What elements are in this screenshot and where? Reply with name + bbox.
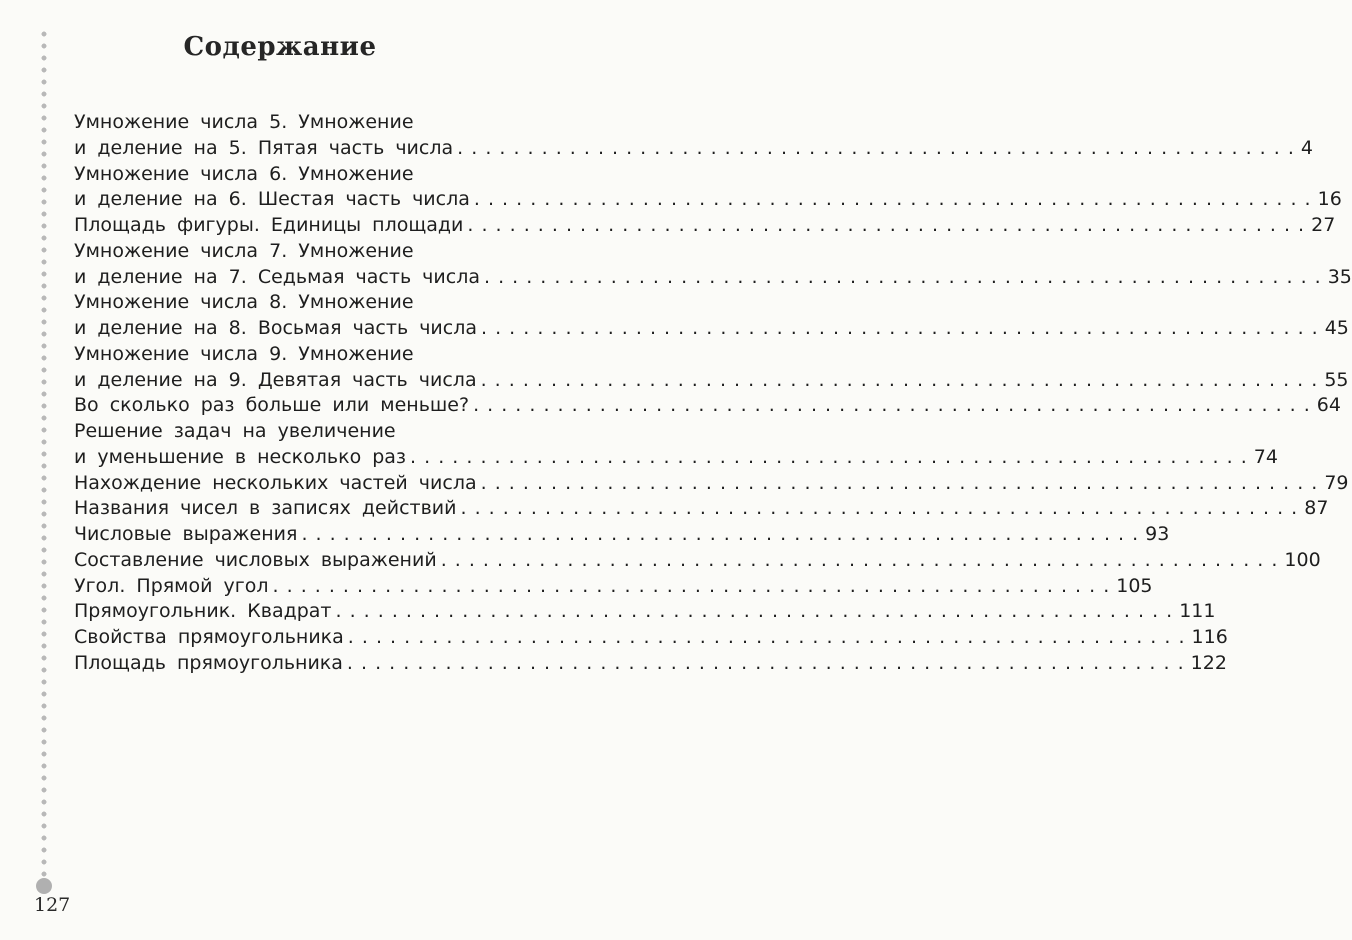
toc-entry-line [74,651,1227,677]
margin-end-dot [36,878,52,894]
toc-entry-title: Площадь фигуры. Единицы площади [74,214,464,236]
toc-entry-title: Свойства прямоугольника [74,626,344,648]
toc-entry-title: Умножение числа 9. Умножение [74,342,414,365]
page-number: 127 [34,894,71,916]
toc-entry-line [74,316,1349,342]
toc-entry-line [74,368,1349,394]
toc-entry-page: 111 [1179,600,1216,623]
toc-entry-line [74,213,1336,239]
toc-entry-title: и деление на 7. Седьмая часть числа [74,265,480,288]
toc-entry-page: 122 [1190,651,1227,674]
toc-entry[interactable] [74,290,1349,342]
toc-entry-title: Числовые выражения [74,523,298,545]
toc-entry-line [74,136,1313,162]
toc-entry[interactable] [74,599,1216,625]
toc-entry-title: и уменьшение в несколько раз [74,445,407,468]
toc-entry-line [74,393,1341,419]
dot-leader: . . . . . . . . . . . . . . . . . . . . . . . . . . . . . . . . . . . . . . . . . . . . . . . . . . . . . . . . . . . . [347,626,1186,648]
dot-leader: . . . . . . . . . . . . . . . . . . . . . . . . . . . . . . . . . . . . . . . . . . . . . . . . . . . . . . . . . . . . [335,600,1174,623]
toc-entry-page: 79 [1324,471,1349,494]
dot-leader: . . . . . . . . . . . . . . . . . . . . . . . . . . . . . . . . . . . . . . . . . . . . . . . . . . . . . . . . . . . . [473,394,1311,417]
toc-entry[interactable] [74,651,1227,677]
toc-entry[interactable] [74,342,1349,394]
toc-entry-title: Решение задач на увеличение [74,420,396,442]
toc-entry-page: 27 [1311,214,1336,236]
margin-dot-column [38,28,50,878]
toc-entry-page: 35 [1327,265,1352,288]
toc-entry-title: и деление на 9. Девятая часть числа [74,368,477,391]
toc-entry-page: 116 [1191,626,1228,648]
toc-entry-line [74,496,1329,522]
toc-entry-line [74,342,596,368]
table-of-contents [74,110,1352,677]
toc-entry-line [74,625,1228,651]
toc-entry[interactable] [74,471,1349,497]
toc-entry-page: 93 [1145,523,1170,545]
toc-entry-page: 74 [1253,445,1278,468]
toc-entry[interactable] [74,496,1329,522]
dot-leader: . . . . . . . . . . . . . . . . . . . . . . . . . . . . . . . . . . . . . . . . . . . . . . . . . . . . . . . . . . . . [480,471,1319,494]
toc-entry-line [74,471,1349,497]
toc-entry-title: Умножение числа 5. Умножение [74,111,414,133]
toc-entry[interactable] [74,625,1228,651]
toc-entry-line [74,574,1153,600]
toc-entry-line [74,290,596,316]
dot-leader: . . . . . . . . . . . . . . . . . . . . . . . . . . . . . . . . . . . . . . . . . . . . . . . . . . . . . . . . . . . . [440,548,1279,571]
page-title: Содержание [183,32,377,62]
toc-entry[interactable] [74,239,1352,291]
toc-entry-page: 4 [1300,136,1313,159]
toc-entry-line [74,522,1170,548]
toc-entry-title: и деление на 8. Восьмая часть числа [74,317,477,339]
dot-leader: . . . . . . . . . . . . . . . . . . . . . . . . . . . . . . . . . . . . . . . . . . . . . . . . . . . . . . . . . . . . [272,574,1111,597]
dot-leader: . . . . . . . . . . . . . . . . . . . . . . . . . . . . . . . . . . . . . . . . . . . . . . . . . . . . . . . . . . . . [483,265,1322,288]
dot-leader: . . . . . . . . . . . . . . . . . . . . . . . . . . . . . . . . . . . . . . . . . . . . . . . . . . . . . . . . . . . . [410,445,1248,468]
dot-leader: . . . . . . . . . . . . . . . . . . . . . . . . . . . . . . . . . . . . . . . . . . . . . . . . . . . . . . . . . . . . [346,651,1185,674]
toc-entry-page: 105 [1116,574,1153,597]
toc-entry-page: 87 [1304,497,1329,520]
toc-entry-title: Угол. Прямой угол [74,574,269,597]
toc-entry[interactable] [74,419,1278,471]
toc-entry[interactable] [74,213,1336,239]
toc-entry-title: Умножение числа 7. Умножение [74,239,414,262]
toc-entry-page: 16 [1317,188,1342,211]
toc-entry[interactable] [74,162,1342,214]
toc-entry-line [74,419,596,445]
toc-entry-line [74,445,1278,471]
toc-entry-title: Площадь прямоугольника [74,651,343,674]
toc-entry[interactable] [74,548,1321,574]
toc-entry-line [74,162,596,188]
toc-entry[interactable] [74,522,1170,548]
toc-entry-page: 55 [1324,368,1349,391]
toc-entry-title: Во сколько раз больше или меньше? [74,394,470,417]
toc-entry-line [74,110,596,136]
toc-entry-line [74,548,1321,574]
dot-leader: . . . . . . . . . . . . . . . . . . . . . . . . . . . . . . . . . . . . . . . . . . . . . . . . . . . . . . . . . . . . [481,317,1319,339]
toc-entry-page: 45 [1324,317,1349,339]
dot-leader: . . . . . . . . . . . . . . . . . . . . . . . . . . . . . . . . . . . . . . . . . . . . . . . . . . . . . . . . . . . . [480,368,1319,391]
toc-entry[interactable] [74,574,1153,600]
toc-entry-title: Умножение числа 8. Умножение [74,291,414,314]
toc-entry-title: и деление на 5. Пятая часть числа [74,136,454,159]
toc-entry-page: 100 [1284,548,1321,571]
dot-leader: . . . . . . . . . . . . . . . . . . . . . . . . . . . . . . . . . . . . . . . . . . . . . . . . . . . . . . . . . . . . [460,497,1299,520]
toc-entry[interactable] [74,110,1313,162]
dot-leader: . . . . . . . . . . . . . . . . . . . . . . . . . . . . . . . . . . . . . . . . . . . . . . . . . . . . . . . . . . . . [473,188,1312,211]
toc-entry-title: и деление на 6. Шестая часть числа [74,188,470,211]
toc-entry-title: Умножение числа 6. Умножение [74,162,414,185]
toc-entry-line [74,239,596,265]
toc-entry-line [74,187,1342,213]
dot-leader: . . . . . . . . . . . . . . . . . . . . . . . . . . . . . . . . . . . . . . . . . . . . . . . . . . . . . . . . . . . . [467,214,1306,236]
toc-entry-line [74,265,1352,291]
toc-entry-line [74,599,1216,625]
toc-entry-title: Названия чисел в записях действий [74,497,457,520]
toc-entry-title: Нахождение нескольких частей числа [74,471,477,494]
dot-leader: . . . . . . . . . . . . . . . . . . . . . . . . . . . . . . . . . . . . . . . . . . . . . . . . . . . . . . . . . . . . [457,136,1295,159]
toc-entry-title: Составление числовых выражений [74,548,437,571]
toc-entry-page: 64 [1316,394,1341,417]
toc-entry[interactable] [74,393,1341,419]
toc-entry-title: Прямоугольник. Квадрат [74,600,332,623]
dot-leader: . . . . . . . . . . . . . . . . . . . . . . . . . . . . . . . . . . . . . . . . . . . . . . . . . . . . . . . . . . . . [301,523,1140,545]
